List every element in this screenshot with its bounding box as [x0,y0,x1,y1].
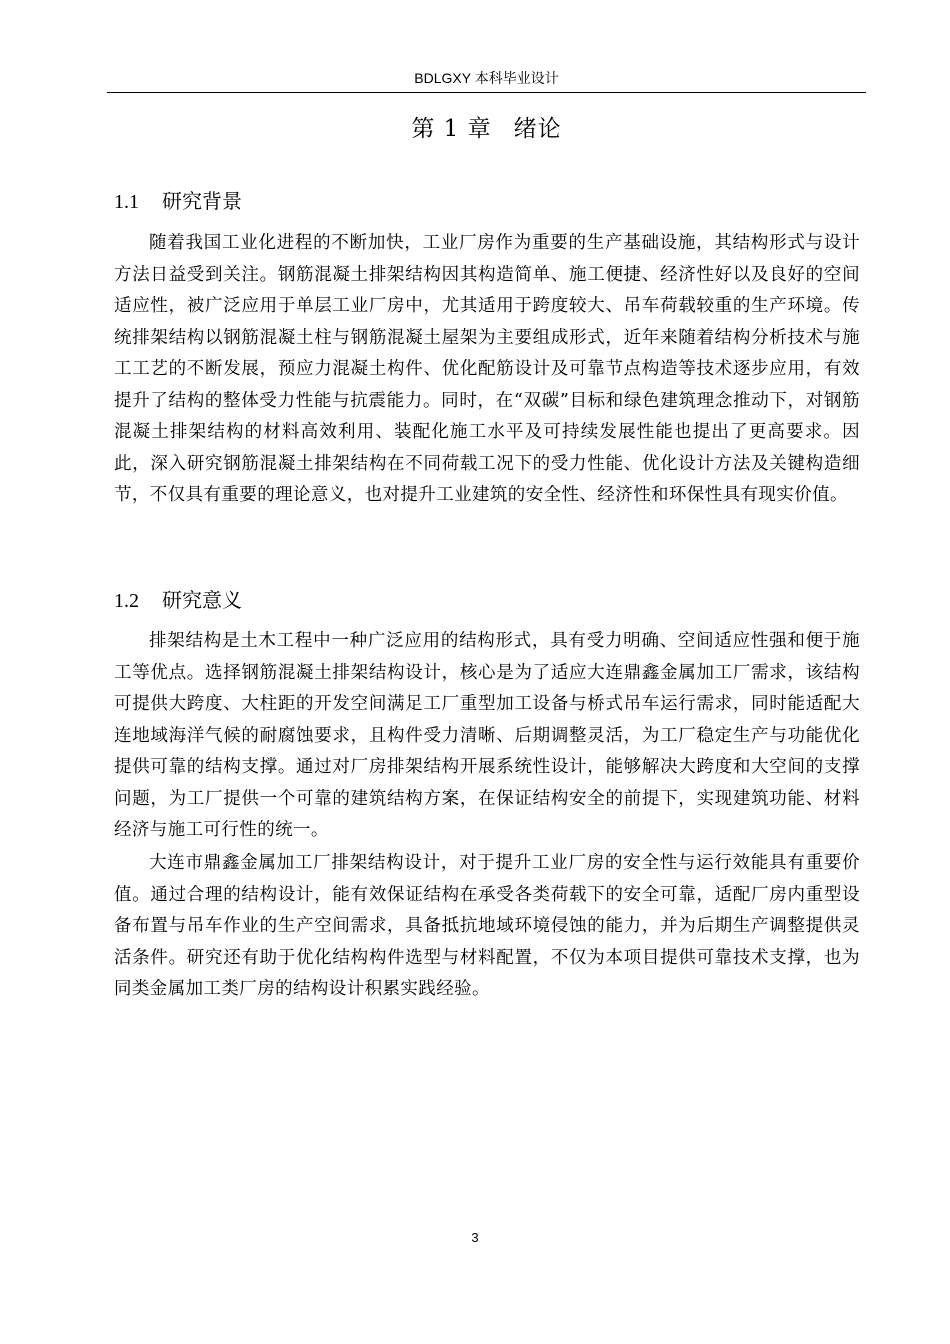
paragraph-background: 随着我国工业化进程的不断加快，工业厂房作为重要的生产基础设施，其结构形式与设计方法日益受到关注。钢筋混凝土排架结构因其构造简单、施工便捷、经济性好以及良好的空间适应性，被广泛应用于单层工业厂房中，尤其适用于跨度较大、吊车荷载较重的生产环境。传统排架结构以钢筋混凝土柱与钢筋混凝土屋架为主要组成形式，近年来随着结构分析技术与施工工艺的不断发展，预应力混凝土构件、优化配筋设计及可靠节点构造等技术逐步应用，有效提升了结构的整体受力性能与抗震能力。同时，在“双碳”目标和绿色建筑理念推动下，对钢筋混凝土排架结构的材料高效利用、装配化施工水平及可持续发展性能也提出了更高要求。因此，深入研究钢筋混凝土排架结构在不同荷载工况下的受力性能、优化设计方法及关键构造细节，不仅具有重要的理论意义，也对提升工业建筑的安全性、经济性和环保性具有现实价值。 [114,233,860,505]
chapter-number: 第 1 章 [411,116,492,142]
chapter-title [107,113,866,145]
chapter-name: 绪论 [513,116,562,142]
section-heading-1-2 [114,586,814,615]
section-number: 1.1 [114,191,139,213]
paragraph-significance-2: 大连市鼎鑫金属加工厂排架结构设计，对于提升工业厂房的安全性与运行效能具有重要价值。通过合理的结构设计，能有效保证结构在承受各类荷载下的安全可靠，适配厂房内重型设备布置与吊车作业的生产空间需求，具备抵抗地域环境侵蚀的能力，并为后期生产调整提供灵活条件。研究还有助于优化结构构件选型与材料配置，不仅为本项目提供可靠技术支撑，也为同类金属加工类厂房的结构设计积累实践经验。 [114,853,860,999]
page-number: 3 [471,1230,479,1245]
paragraph-significance-1: 排架结构是土木工程中一种广泛应用的结构形式，具有受力明确、空间适应性强和便于施工等优点。选择钢筋混凝土排架结构设计，核心是为了适应大连鼎鑫金属加工厂需求，该结构可提供大跨度、大柱距的开发空间满足工厂重型加工设备与桥式吊车运行需求，同时能适配大连地域海洋气候的耐腐蚀要求，且构件受力清晰、后期调整灵活，为工厂稳定生产与功能优化提供可靠的结构支撑。通过对厂房排架结构开展系统性设计，能够解决大跨度和大空间的支撑问题，为工厂提供一个可靠的建筑结构方案，在保证结构安全的前提下，实现建筑功能、材料经济与施工可行性的统一。 [114,631,860,840]
section-title: 研究意义 [162,588,242,612]
running-header: BDLGXY 本科毕业设计 [414,70,559,86]
section-heading-1-1 [114,187,814,216]
section-number: 1.2 [114,590,139,612]
header-rule [107,92,866,93]
section-title: 研究背景 [162,189,242,213]
